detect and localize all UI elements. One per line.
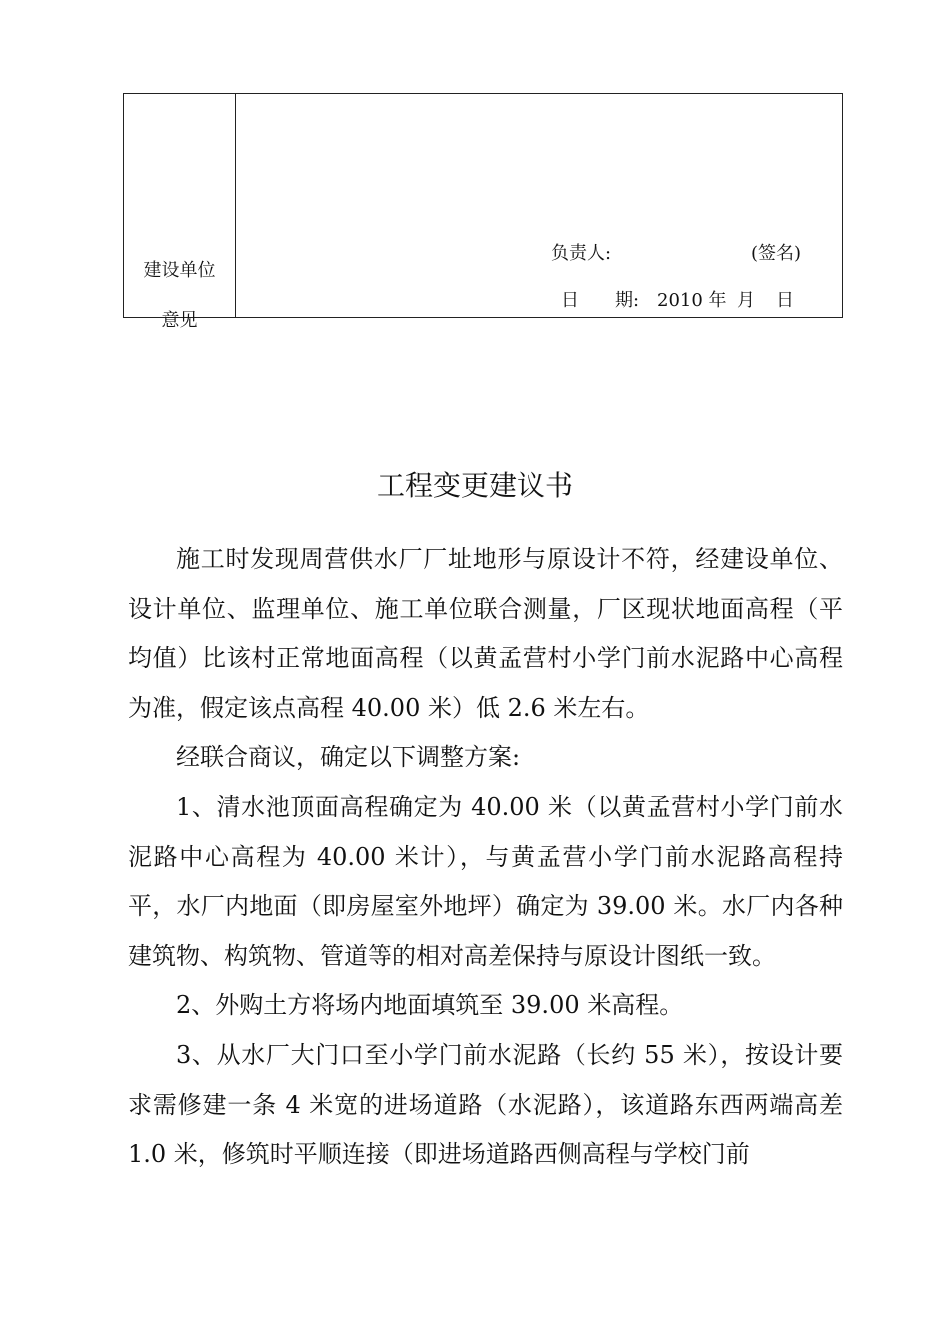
construction-unit-opinion-table [123, 93, 843, 331]
date-label: 日 期: [561, 290, 640, 311]
responsible-person-label: 负责人: [551, 243, 612, 264]
opinion-label-line2: 意见 [161, 310, 198, 331]
paragraph-item-1: 1、清水池顶面高程确定为 40.00 米（以黄孟营村小学门前水泥路中心高程为 40.00 米计），与黄孟营小学门前水泥路高程持平，水厂内地面（即房屋室外地坪）确定为 39.00 米。水厂内各种建筑物、构筑物、管道等的相对高差保持与原设计图纸一致。 [128, 792, 843, 970]
date-day: 日 [776, 290, 794, 311]
date-year: 2010 年 [657, 290, 727, 311]
paragraph-item-2: 2、外购土方将场内地面填筑至 39.00 米高程。 [176, 991, 684, 1020]
date-month: 月 [737, 290, 755, 311]
paragraph-consultation: 经联合商议，确定以下调整方案: [176, 743, 521, 772]
document-body [128, 535, 843, 1180]
paragraph-item-3: 3、从水厂大门口至小学门前水泥路（长约 55 米），按设计要求需修建一条 4 米宽的进场道路（水泥路），该道路东西两端高差 1.0 米，修筑时平顺连接（即进场道路西侧高程与学校门前 [128, 1040, 843, 1169]
document-title: 工程变更建议书 [376, 469, 573, 502]
signature-note: (签名) [751, 243, 802, 264]
opinion-label-line1: 建设单位 [143, 260, 216, 281]
opinion-label-cell [124, 94, 236, 331]
paragraph-findings: 施工时发现周营供水厂厂址地形与原设计不符，经建设单位、设计单位、监理单位、施工单位联合测量，厂区现状地面高程（平均值）比该村正常地面高程（以黄孟营村小学门前水泥路中心高程为准，假定该点高程 40.00 米）低 2.6 米左右。 [128, 545, 843, 722]
